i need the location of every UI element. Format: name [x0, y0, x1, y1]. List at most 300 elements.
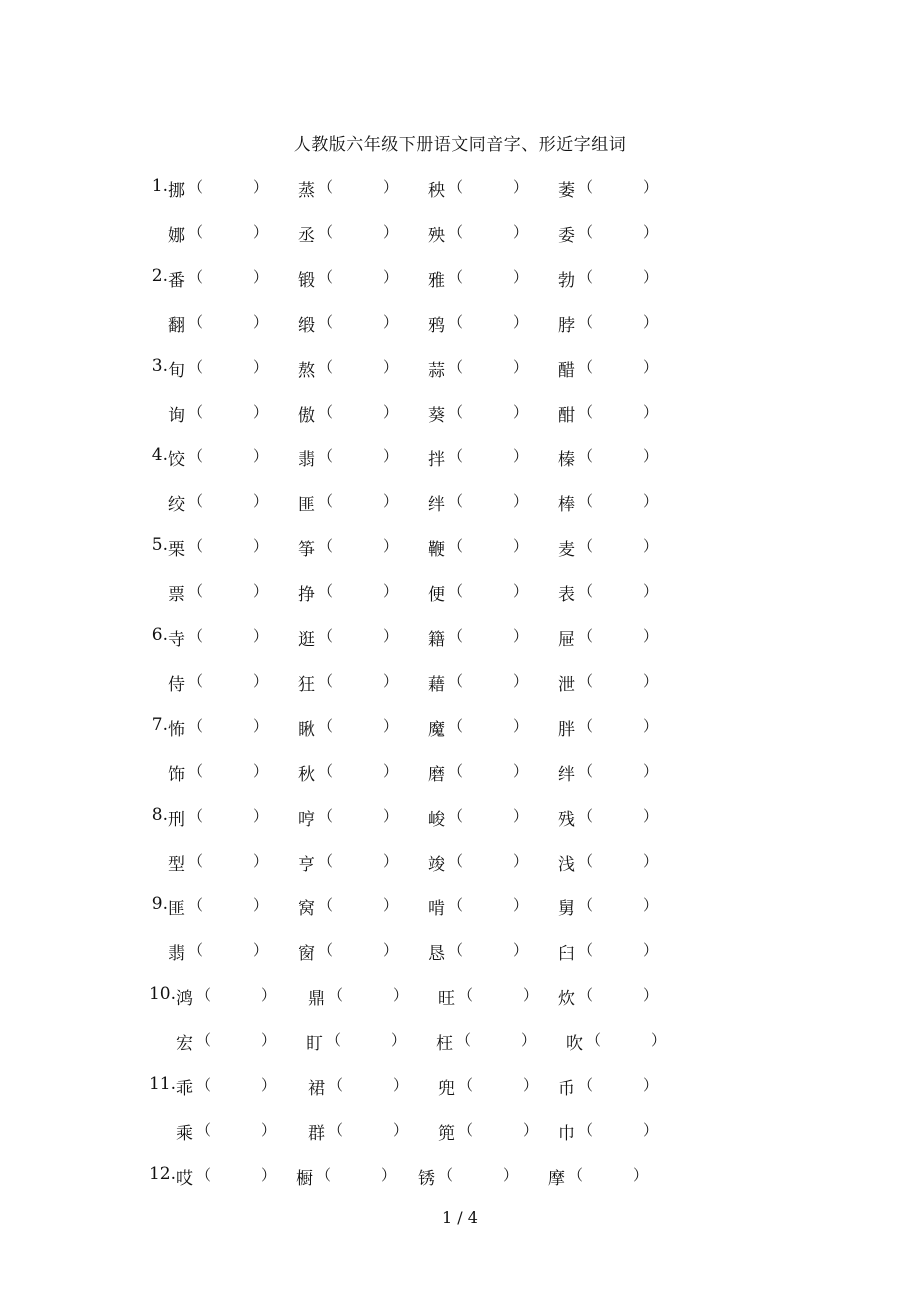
- answer-blank[interactable]: [464, 445, 512, 465]
- answer-blank[interactable]: [594, 221, 642, 241]
- open-paren: （: [448, 492, 464, 511]
- open-paren: （: [188, 357, 204, 376]
- answer-blank[interactable]: [464, 939, 512, 959]
- close-paren: ）: [383, 671, 399, 690]
- character: 番: [168, 270, 185, 291]
- exercise-row: [0, 939, 920, 963]
- item-number: 4.: [151, 445, 168, 466]
- character: 娜: [168, 225, 185, 246]
- close-paren: ）: [513, 627, 529, 645]
- character: 峻: [428, 809, 445, 830]
- close-paren: ）: [383, 582, 399, 601]
- exercise-row: [0, 850, 920, 874]
- answer-blank[interactable]: [594, 176, 642, 196]
- close-paren: ）: [643, 761, 659, 780]
- open-paren: （: [318, 671, 334, 690]
- close-paren: ）: [261, 1076, 277, 1094]
- answer-blank[interactable]: [594, 715, 642, 735]
- answer-blank[interactable]: [334, 266, 382, 286]
- open-paren: （: [196, 986, 212, 1005]
- open-paren: （: [448, 806, 464, 825]
- answer-blank[interactable]: [334, 311, 382, 331]
- close-paren: ）: [253, 178, 269, 196]
- character: 逛: [298, 630, 315, 650]
- answer-blank[interactable]: [594, 670, 642, 690]
- item-number: 3.: [151, 355, 168, 376]
- answer-blank[interactable]: [594, 356, 642, 376]
- answer-blank[interactable]: [594, 850, 642, 870]
- page-number: 1 / 4: [442, 1208, 478, 1227]
- close-paren: ）: [253, 492, 269, 511]
- answer-blank[interactable]: [472, 1029, 520, 1049]
- character: 饺: [168, 450, 185, 471]
- answer-blank[interactable]: [464, 625, 512, 645]
- item-number: 6.: [151, 625, 168, 645]
- character: 盯: [306, 1034, 323, 1055]
- open-paren: （: [458, 1120, 474, 1139]
- character: 瞅: [298, 719, 315, 740]
- open-paren: （: [318, 627, 334, 645]
- answer-blank[interactable]: [454, 1164, 502, 1184]
- character: 胖: [558, 719, 575, 740]
- answer-blank[interactable]: [334, 580, 382, 600]
- close-paren: ）: [503, 1165, 519, 1184]
- answer-blank[interactable]: [212, 1164, 260, 1184]
- close-paren: ）: [521, 1031, 537, 1050]
- answer-blank[interactable]: [204, 805, 252, 825]
- close-paren: ）: [643, 357, 659, 376]
- answer-blank[interactable]: [344, 1074, 392, 1094]
- close-paren: ）: [513, 447, 529, 466]
- answer-blank[interactable]: [464, 535, 512, 555]
- exercise-row: [0, 670, 920, 694]
- close-paren: ）: [643, 178, 659, 196]
- open-paren: （: [318, 761, 334, 780]
- exercise-row: [0, 401, 920, 425]
- exercise-row: [0, 266, 920, 290]
- close-paren: ）: [261, 1165, 277, 1184]
- answer-blank[interactable]: [594, 894, 642, 914]
- answer-blank[interactable]: [474, 984, 522, 1004]
- answer-blank[interactable]: [204, 311, 252, 331]
- character: 翡: [298, 450, 315, 471]
- open-paren: （: [578, 447, 594, 466]
- close-paren: ）: [513, 671, 529, 690]
- answer-blank[interactable]: [334, 850, 382, 870]
- open-paren: （: [188, 761, 204, 780]
- character: 筝: [298, 540, 315, 561]
- close-paren: ）: [261, 986, 277, 1005]
- answer-blank[interactable]: [212, 1119, 260, 1139]
- answer-blank[interactable]: [212, 1029, 260, 1049]
- answer-blank[interactable]: [464, 356, 512, 376]
- character: 侍: [168, 674, 185, 695]
- character: 票: [168, 585, 185, 606]
- exercise-row: [0, 1119, 920, 1143]
- open-paren: （: [318, 582, 334, 601]
- close-paren: ）: [513, 582, 529, 601]
- close-paren: ）: [253, 671, 269, 690]
- close-paren: ）: [393, 1120, 409, 1139]
- character: 栗: [168, 540, 185, 561]
- open-paren: （: [448, 222, 464, 241]
- answer-blank[interactable]: [204, 490, 252, 510]
- answer-blank[interactable]: [464, 850, 512, 870]
- answer-blank[interactable]: [594, 984, 642, 1004]
- close-paren: ）: [383, 851, 399, 870]
- close-paren: ）: [253, 806, 269, 825]
- open-paren: （: [318, 941, 334, 960]
- open-paren: （: [578, 402, 594, 421]
- open-paren: （: [188, 178, 204, 196]
- item-number: 8.: [151, 804, 168, 825]
- close-paren: ）: [513, 537, 529, 556]
- character: 殃: [428, 225, 445, 246]
- character: 旬: [168, 360, 185, 381]
- answer-blank[interactable]: [464, 805, 512, 825]
- open-paren: （: [326, 1031, 342, 1050]
- open-paren: （: [448, 267, 464, 286]
- close-paren: ）: [383, 447, 399, 466]
- exercise-row: [0, 356, 920, 380]
- item-number: 2.: [151, 265, 168, 286]
- answer-blank[interactable]: [334, 939, 382, 959]
- answer-blank[interactable]: [204, 356, 252, 376]
- open-paren: （: [448, 312, 464, 331]
- close-paren: ）: [513, 492, 529, 511]
- open-paren: （: [458, 1076, 474, 1094]
- close-paren: ）: [513, 178, 529, 196]
- open-paren: （: [578, 1076, 594, 1094]
- character: 乖: [176, 1079, 193, 1099]
- close-paren: ）: [513, 851, 529, 870]
- close-paren: ）: [523, 1120, 539, 1139]
- open-paren: （: [578, 312, 594, 331]
- close-paren: ）: [513, 402, 529, 421]
- answer-blank[interactable]: [334, 401, 382, 421]
- answer-blank[interactable]: [212, 1074, 260, 1094]
- answer-blank[interactable]: [204, 580, 252, 600]
- open-paren: （: [438, 1165, 454, 1184]
- open-paren: （: [448, 402, 464, 421]
- close-paren: ）: [513, 716, 529, 735]
- answer-blank[interactable]: [204, 894, 252, 914]
- character: 挣: [298, 585, 315, 606]
- character: 舅: [558, 899, 575, 920]
- close-paren: ）: [253, 627, 269, 645]
- close-paren: ）: [643, 851, 659, 870]
- open-paren: （: [328, 986, 344, 1005]
- answer-blank[interactable]: [464, 311, 512, 331]
- exercise-row: [0, 715, 920, 739]
- close-paren: ）: [643, 267, 659, 286]
- open-paren: （: [318, 357, 334, 376]
- open-paren: （: [318, 716, 334, 735]
- answer-blank[interactable]: [344, 1119, 392, 1139]
- character: 怖: [168, 719, 185, 740]
- answer-blank[interactable]: [594, 535, 642, 555]
- close-paren: ）: [381, 1165, 397, 1184]
- open-paren: （: [318, 267, 334, 286]
- answer-blank[interactable]: [594, 580, 642, 600]
- answer-blank[interactable]: [204, 715, 252, 735]
- character: 型: [168, 854, 185, 875]
- open-paren: （: [578, 222, 594, 241]
- close-paren: ）: [513, 312, 529, 331]
- close-paren: ）: [383, 761, 399, 780]
- character: 缎: [298, 315, 315, 336]
- answer-blank[interactable]: [594, 805, 642, 825]
- open-paren: （: [318, 851, 334, 870]
- answer-blank[interactable]: [204, 760, 252, 780]
- answer-blank[interactable]: [594, 445, 642, 465]
- answer-blank[interactable]: [594, 625, 642, 645]
- open-paren: （: [318, 222, 334, 241]
- open-paren: （: [578, 492, 594, 511]
- answer-blank[interactable]: [594, 266, 642, 286]
- close-paren: ）: [383, 267, 399, 286]
- open-paren: （: [328, 1076, 344, 1094]
- open-paren: （: [578, 941, 594, 960]
- answer-blank[interactable]: [344, 984, 392, 1004]
- close-paren: ）: [513, 806, 529, 825]
- open-paren: （: [188, 267, 204, 286]
- answer-blank[interactable]: [334, 760, 382, 780]
- open-paren: （: [188, 447, 204, 466]
- character: 询: [168, 405, 185, 426]
- character: 刑: [168, 809, 185, 830]
- answer-blank[interactable]: [334, 221, 382, 241]
- character: 蒸: [298, 181, 315, 201]
- answer-blank[interactable]: [334, 490, 382, 510]
- close-paren: ）: [643, 896, 659, 915]
- character: 秋: [298, 764, 315, 785]
- answer-blank[interactable]: [464, 490, 512, 510]
- close-paren: ）: [383, 357, 399, 376]
- character: 寺: [168, 630, 185, 650]
- character: 绞: [168, 495, 185, 516]
- open-paren: （: [458, 986, 474, 1005]
- character: 兜: [438, 1079, 455, 1099]
- item-number: 11.: [148, 1074, 176, 1094]
- answer-blank[interactable]: [334, 445, 382, 465]
- open-paren: （: [318, 537, 334, 556]
- character: 磨: [428, 764, 445, 785]
- close-paren: ）: [643, 312, 659, 331]
- character: 橱: [296, 1168, 313, 1189]
- close-paren: ）: [383, 402, 399, 421]
- close-paren: ）: [643, 941, 659, 960]
- character: 哎: [176, 1168, 193, 1189]
- answer-blank[interactable]: [204, 176, 252, 196]
- open-paren: （: [196, 1031, 212, 1050]
- close-paren: ）: [651, 1031, 667, 1050]
- page-title: 人教版六年级下册语文同音字、形近字组词: [293, 135, 627, 155]
- answer-blank[interactable]: [204, 401, 252, 421]
- character: 蒜: [428, 360, 445, 381]
- exercise-row: [0, 1164, 920, 1188]
- answer-blank[interactable]: [332, 1164, 380, 1184]
- character: 巾: [558, 1123, 575, 1144]
- answer-blank[interactable]: [334, 670, 382, 690]
- character: 傲: [298, 405, 315, 426]
- close-paren: ）: [253, 402, 269, 421]
- close-paren: ）: [513, 941, 529, 960]
- exercise-row: [0, 760, 920, 784]
- close-paren: ）: [383, 627, 399, 645]
- answer-blank[interactable]: [204, 625, 252, 645]
- answer-blank[interactable]: [594, 490, 642, 510]
- exercise-row: [0, 984, 920, 1008]
- character: 竣: [428, 854, 445, 875]
- close-paren: ）: [643, 671, 659, 690]
- character: 匪: [298, 495, 315, 516]
- answer-blank[interactable]: [204, 850, 252, 870]
- answer-blank[interactable]: [594, 760, 642, 780]
- character: 脖: [558, 315, 575, 336]
- answer-blank[interactable]: [342, 1029, 390, 1049]
- close-paren: ）: [513, 222, 529, 241]
- open-paren: （: [578, 627, 594, 645]
- character: 鼎: [308, 989, 325, 1010]
- open-paren: （: [188, 806, 204, 825]
- close-paren: ）: [383, 178, 399, 196]
- character: 币: [558, 1079, 575, 1099]
- answer-blank[interactable]: [334, 625, 382, 645]
- exercise-row: [0, 176, 920, 200]
- character: 哼: [298, 809, 315, 830]
- close-paren: ）: [523, 1076, 539, 1094]
- open-paren: （: [188, 627, 204, 645]
- answer-blank[interactable]: [464, 760, 512, 780]
- character: 鸿: [176, 989, 193, 1010]
- answer-blank[interactable]: [204, 221, 252, 241]
- answer-blank[interactable]: [464, 176, 512, 196]
- open-paren: （: [578, 761, 594, 780]
- answer-blank[interactable]: [204, 445, 252, 465]
- close-paren: ）: [253, 312, 269, 331]
- character: 麦: [558, 540, 575, 561]
- open-paren: （: [448, 851, 464, 870]
- exercise-row: [0, 445, 920, 469]
- answer-blank[interactable]: [334, 805, 382, 825]
- answer-blank[interactable]: [464, 221, 512, 241]
- close-paren: ）: [253, 716, 269, 735]
- character: 鸦: [428, 315, 445, 336]
- character: 醋: [558, 360, 575, 381]
- character: 秧: [428, 181, 445, 201]
- character: 酣: [558, 405, 575, 426]
- answer-blank[interactable]: [474, 1119, 522, 1139]
- open-paren: （: [318, 806, 334, 825]
- answer-blank[interactable]: [602, 1029, 650, 1049]
- open-paren: （: [578, 716, 594, 735]
- close-paren: ）: [261, 1031, 277, 1050]
- character: 裙: [308, 1079, 325, 1099]
- open-paren: （: [318, 402, 334, 421]
- close-paren: ）: [253, 761, 269, 780]
- answer-blank[interactable]: [334, 356, 382, 376]
- open-paren: （: [448, 896, 464, 915]
- character: 宏: [176, 1034, 193, 1055]
- answer-blank[interactable]: [464, 401, 512, 421]
- character: 表: [558, 585, 575, 606]
- close-paren: ）: [383, 896, 399, 915]
- exercise-row: [0, 1074, 920, 1098]
- answer-blank[interactable]: [204, 535, 252, 555]
- open-paren: （: [448, 716, 464, 735]
- open-paren: （: [448, 671, 464, 690]
- open-paren: （: [448, 627, 464, 645]
- character: 翻: [168, 315, 185, 336]
- answer-blank[interactable]: [464, 715, 512, 735]
- answer-blank[interactable]: [464, 266, 512, 286]
- open-paren: （: [196, 1165, 212, 1184]
- answer-blank[interactable]: [594, 401, 642, 421]
- answer-blank[interactable]: [204, 670, 252, 690]
- open-paren: （: [188, 851, 204, 870]
- answer-blank[interactable]: [594, 939, 642, 959]
- character: 挪: [168, 181, 185, 201]
- close-paren: ）: [383, 941, 399, 960]
- character: 萎: [558, 181, 575, 201]
- character: 浅: [558, 854, 575, 875]
- answer-blank[interactable]: [464, 894, 512, 914]
- character: 饰: [168, 764, 185, 785]
- answer-blank[interactable]: [594, 311, 642, 331]
- character: 拌: [428, 450, 445, 471]
- character: 榛: [558, 450, 575, 471]
- answer-blank[interactable]: [334, 715, 382, 735]
- character: 锈: [418, 1168, 435, 1189]
- open-paren: （: [448, 357, 464, 376]
- answer-blank[interactable]: [474, 1074, 522, 1094]
- close-paren: ）: [513, 267, 529, 286]
- close-paren: ）: [513, 357, 529, 376]
- answer-blank[interactable]: [334, 176, 382, 196]
- answer-blank[interactable]: [212, 984, 260, 1004]
- character: 泄: [558, 674, 575, 695]
- open-paren: （: [188, 492, 204, 511]
- answer-blank[interactable]: [594, 1074, 642, 1094]
- answer-blank[interactable]: [334, 535, 382, 555]
- item-number: 1.: [151, 176, 168, 196]
- character: 炊: [558, 989, 575, 1010]
- close-paren: ）: [523, 986, 539, 1005]
- answer-blank[interactable]: [594, 1119, 642, 1139]
- character: 臼: [558, 944, 575, 965]
- character: 亨: [298, 854, 315, 875]
- character: 恳: [428, 944, 445, 965]
- open-paren: （: [568, 1165, 584, 1184]
- character: 吹: [566, 1034, 583, 1055]
- close-paren: ）: [643, 1076, 659, 1094]
- close-paren: ）: [643, 492, 659, 511]
- answer-blank[interactable]: [204, 939, 252, 959]
- answer-blank[interactable]: [334, 894, 382, 914]
- answer-blank[interactable]: [464, 670, 512, 690]
- answer-blank[interactable]: [464, 580, 512, 600]
- close-paren: ）: [391, 1031, 407, 1050]
- character: 便: [428, 585, 445, 606]
- close-paren: ）: [643, 402, 659, 421]
- close-paren: ）: [383, 537, 399, 556]
- character: 篼: [438, 1123, 455, 1144]
- answer-blank[interactable]: [584, 1164, 632, 1184]
- character: 翡: [168, 944, 185, 965]
- answer-blank[interactable]: [204, 266, 252, 286]
- close-paren: ）: [643, 716, 659, 735]
